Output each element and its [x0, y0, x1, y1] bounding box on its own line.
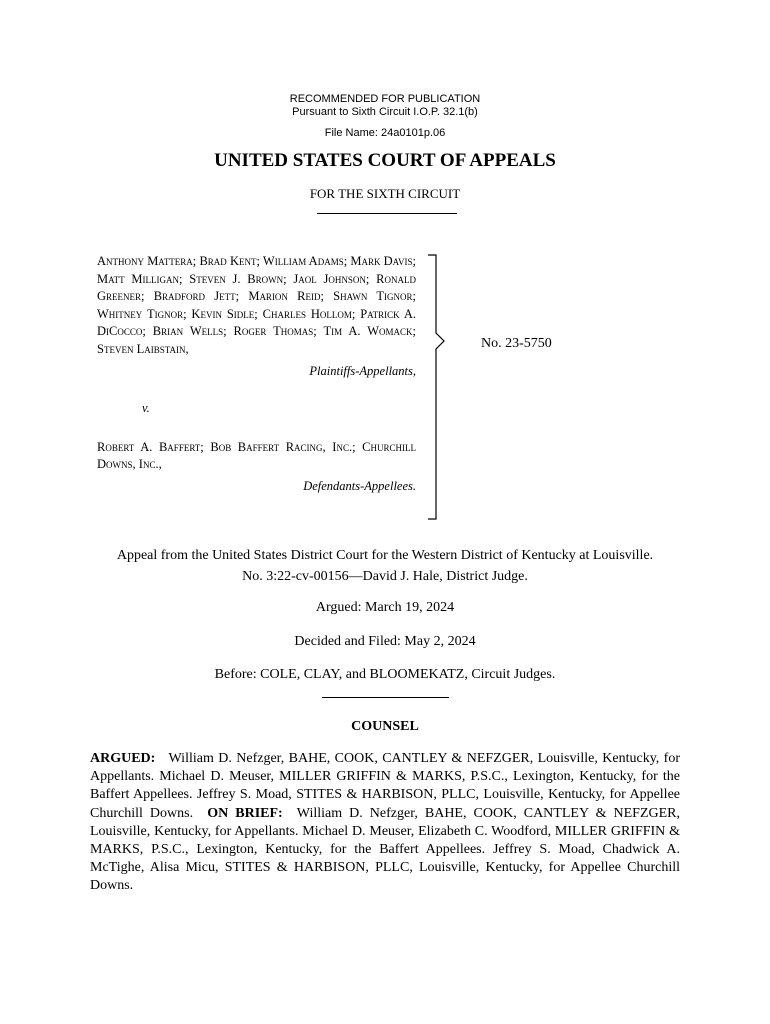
defendants-role: Defendants-Appellees.: [303, 478, 416, 493]
argued-date: Argued: March 19, 2024: [315, 600, 455, 615]
file-name: File Name: 24a0101p.06: [324, 127, 446, 139]
panel-divider: [322, 697, 449, 698]
argued-counsel: William D. Nefzger, BAHE, COOK, CANTLEY & NEFZGER, Louisville, Kentucky, for Appellants. Michael D. Meuser, MILLER GRIFFIN & MARKS, P.S.C., Lexington, Kentucky, for the Baffert Appellees. Jeffrey S. Moad, STITES & HARBISON, PLLC, Louisville, Kentucky, for Appellee Churchill Downs.: [90, 751, 681, 821]
appeal-docket-line: No. 3:22-cv-00156—David J. Hale, District Judge.: [242, 569, 528, 584]
appeal-court-line: Appeal from the United States District Court for the Western District of Kentucky at Louisville.: [116, 548, 654, 563]
publication-notice: [0, 93, 770, 119]
recommended-line: RECOMMENDED FOR PUBLICATION: [289, 93, 481, 105]
case-number: No. 23-5750: [481, 336, 552, 351]
on-brief-label: ON BRIEF:: [207, 805, 283, 821]
appeal-info: [0, 545, 770, 587]
court-name: UNITED STATES COURT OF APPEALS: [214, 150, 556, 171]
defendants-names: Robert A. Baffert; Bob Baffert Racing, Inc.; Churchill Downs, Inc.,: [97, 439, 416, 472]
argued-label: ARGUED:: [90, 751, 156, 766]
counsel-paragraph: [90, 750, 680, 896]
plaintiffs-names: Anthony Mattera; Brad Kent; William Adams; Mark Davis; Matt Milligan; Steven J. Brown; Jaol Johnson; Ronald Greener; Bradford Jett; Marion Reid; Shawn Tignor; Whitney Tignor; Kevin Sidle; Charles Hollom; Patrick A. DiCocco; Brian Wells; Roger Thomas; Tim A. Womack; Steven Laibstain,: [97, 254, 416, 356]
plaintiffs-role: Plaintiffs-Appellants,: [309, 363, 416, 378]
title-divider: [317, 213, 457, 214]
versus: v.: [142, 401, 150, 416]
case-caption: [97, 253, 416, 496]
pursuant-line: Pursuant to Sixth Circuit I.O.P. 32.1(b): [292, 106, 478, 118]
panel-judges: Before: COLE, CLAY, and BLOOMEKATZ, Circuit Judges.: [214, 667, 556, 682]
circuit-name: FOR THE SIXTH CIRCUIT: [309, 186, 461, 201]
caption-bracket: [422, 253, 446, 523]
counsel-heading: COUNSEL: [351, 719, 419, 734]
decided-date: Decided and Filed: May 2, 2024: [294, 634, 476, 649]
on-brief-counsel: William D. Nefzger, BAHE, COOK, CANTLEY & NEFZGER, Louisville, Kentucky, for Appellants. Michael D. Meuser, Elizabeth C. Woodford, MILLER GRIFFIN & MARKS, P.S.C., Lexington, Kentucky, for the Baffert Appellees. Jeffrey S. Moad, Chadwick A. McTighe, Alisa Micu, STITES & HARBISON, PLLC, Louisville, Kentucky, for Appellee Churchill Downs.: [90, 805, 681, 894]
